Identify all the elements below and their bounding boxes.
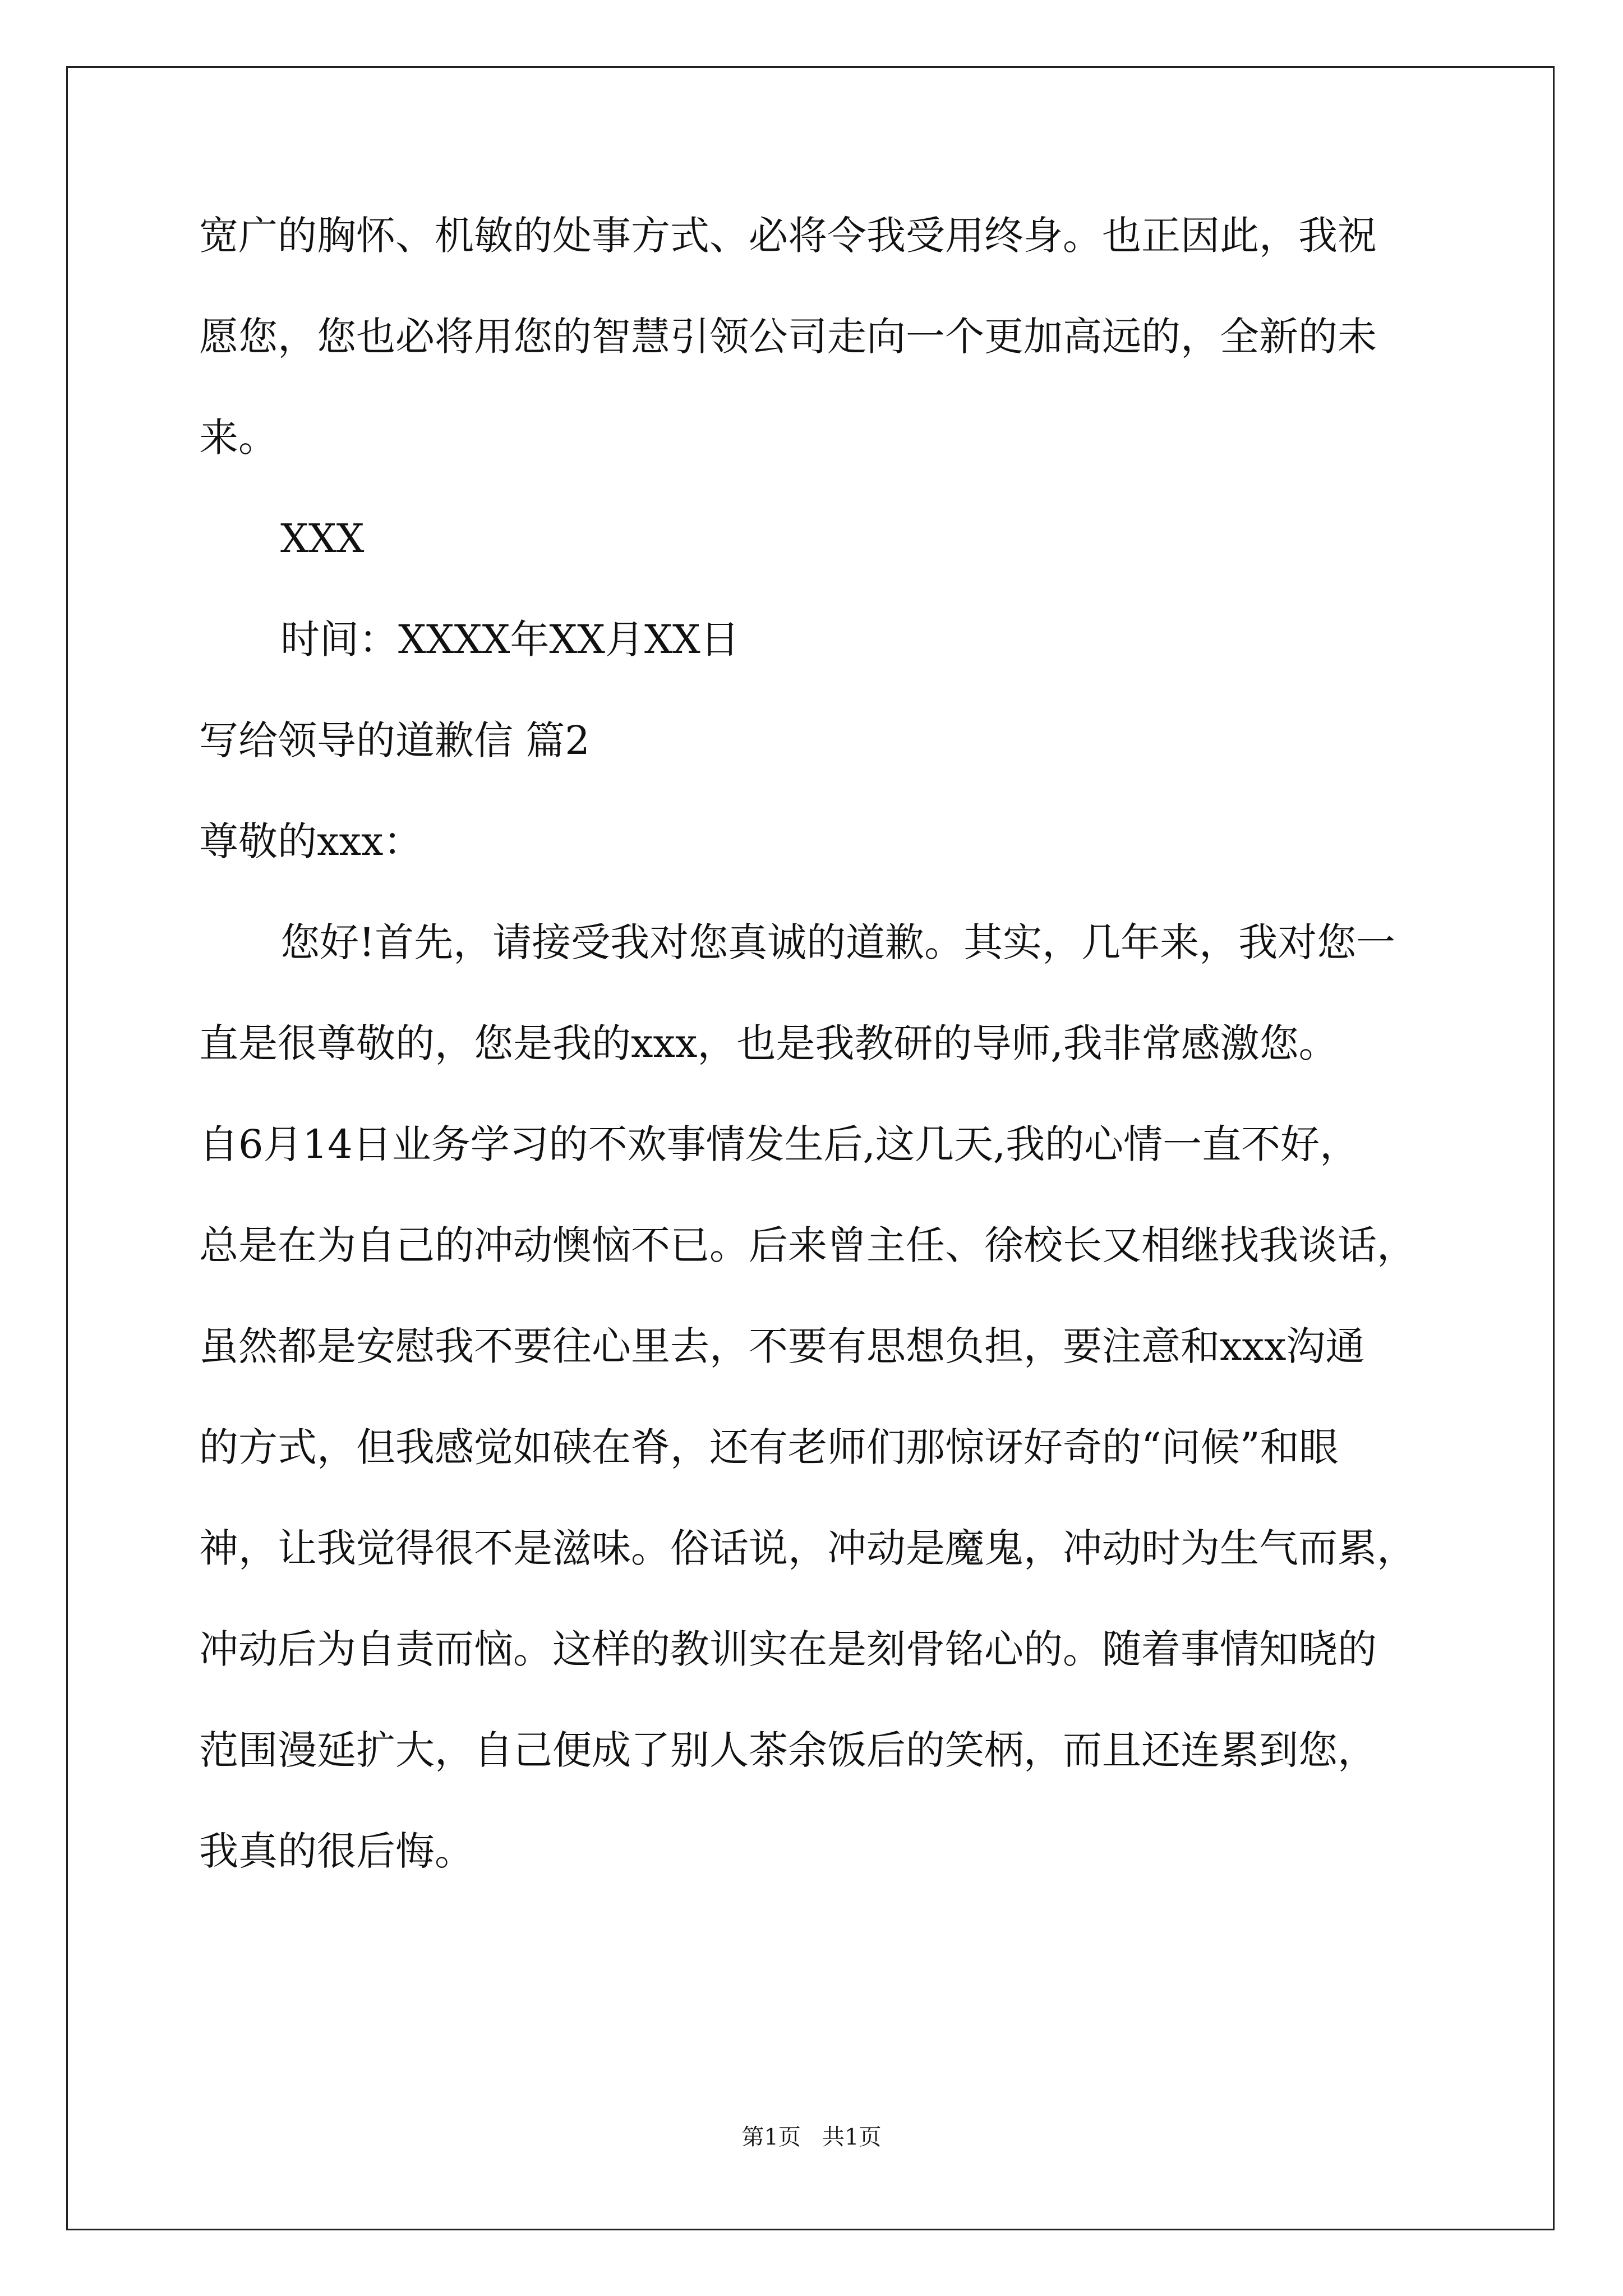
text-line: 来。 [199, 415, 278, 461]
signature-name: XXX [280, 516, 365, 562]
text-line: 您好!首先，请接受我对您真诚的道歉。其实，几年来，我对您一 [280, 919, 1396, 965]
text-line: 范围漫延扩大，自己便成了别人茶余饭后的笑柄，而且还连累到您， [199, 1727, 1377, 1773]
text-line: 神，让我觉得很不是滋味。俗话说，冲动是魔鬼，冲动时为生气而累， [199, 1525, 1416, 1571]
page-footer: 第1页 共1页 [741, 2124, 882, 2150]
text-line: 总是在为自己的冲动懊恼不已。后来曾主任、徐校长又相继找我谈话， [199, 1222, 1416, 1268]
text-line: 的方式，但我感觉如硖在脊，还有老师们那惊讶好奇的“问候”和眼 [199, 1424, 1339, 1470]
text-line: 我真的很后悔。 [199, 1828, 474, 1874]
text-line: 冲动后为自责而恼。这样的教训实在是刻骨铭心的。随着事情知晓的 [199, 1626, 1377, 1672]
text-line: 宽广的胸怀、机敏的处事方式、必将令我受用终身。也正因此，我祝 [199, 213, 1377, 259]
salutation: 尊敬的xxx： [199, 818, 423, 864]
text-line: 虽然都是安慰我不要往心里去，不要有思想负担，要注意和xxx沟通 [199, 1323, 1365, 1369]
section-heading: 写给领导的道歉信 篇2 [199, 717, 590, 763]
text-line: 自6月14日业务学习的不欢事情发生后,这几天,我的心情一直不好， [199, 1121, 1359, 1167]
text-line: 直是很尊敬的，您是我的xxx，也是我教研的导师,我非常感激您。 [199, 1020, 1338, 1066]
text-line: 愿您，您也必将用您的智慧引领公司走向一个更加高远的，全新的未 [199, 314, 1377, 360]
signature-date: 时间：XXXX年XX月XX日 [280, 616, 740, 662]
